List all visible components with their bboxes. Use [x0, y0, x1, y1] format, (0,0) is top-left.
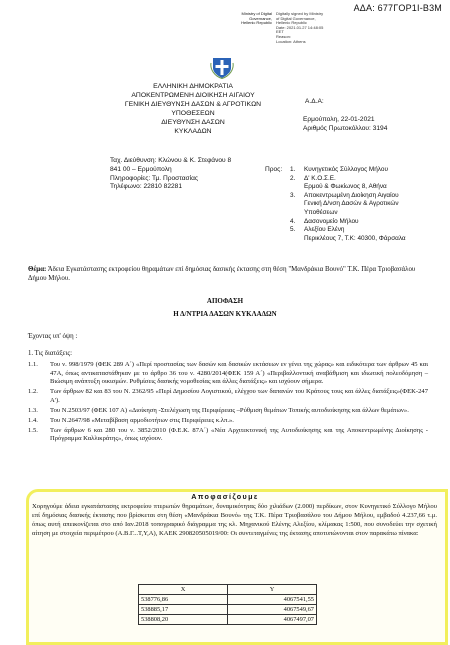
- ada-label: Α.Δ.Α:: [305, 98, 324, 105]
- header-line: ΕΛΛΗΝΙΚΗ ΔΗΜΟΚΡΑΤΙΑ: [153, 83, 233, 90]
- table-header-row: [139, 585, 317, 595]
- column-header-x: X: [139, 585, 228, 595]
- law-number: 1.4.: [28, 416, 38, 424]
- law-text: Των άρθρων 82 και 83 του Ν. 2362/95 «Περί Δημοσίου Λογιστικού, ελέγχου των δαπανών του Κράτους τους και άλλες διατάξεις»(ΦΕΚ-247 Α').: [50, 388, 428, 404]
- signature-details: [276, 12, 336, 44]
- signature-detail-line: Location: Athens: [276, 38, 306, 44]
- decide-title: Αποφασίζουμε: [191, 492, 259, 501]
- signature-detail-line: Reason:: [276, 33, 291, 39]
- signature-detail-line: of Digital Governance,: [276, 15, 316, 21]
- city-date: Ερμούπολη, 22-01-2021: [303, 116, 375, 123]
- table-row: [139, 595, 317, 605]
- recipient-number: 5.: [290, 226, 296, 234]
- recipient-line: Δ' Κ.Ο.Σ.Ε.: [304, 174, 336, 182]
- law-number: 1.3.: [28, 406, 38, 414]
- recipient-line: Περικλέους 7, Τ.Κ: 40300, Φάρσαλα: [304, 234, 406, 242]
- address-line: Πληροφορίες: Τμ. Προστασίας: [110, 174, 199, 182]
- column-header-y: Y: [228, 585, 317, 595]
- coord-x: 538808,20: [139, 615, 228, 625]
- authority-header: [88, 83, 298, 136]
- laws-list: [28, 361, 428, 445]
- coord-y: 4067497,07: [228, 615, 317, 625]
- address-line: Τηλέφωνο: 22810 82281: [110, 183, 183, 191]
- hellenic-emblem-icon: [210, 55, 234, 79]
- law-item: [28, 361, 428, 387]
- recipient-number: 3.: [290, 191, 296, 199]
- subject-text: Άδεια Εγκατάστασης εκτροφείου θηραμάτων επί δημόσιας δασικής έκτασης στη θέση "Μανδράκια Βουνό" Τ.Κ. Πέρα Τριοβασάλου Δήμου Μήλου.: [28, 266, 416, 283]
- decide-text: Χορηγούμε άδεια εγκατάστασης εκτροφείου πτερωτών θηραμάτων, δυναμικότητας δύο χιλιάδων (2.000) περδίκων, στον Κυνηγετικό Σύλλογο Μήλου επί δημόσιας δασικής έκτασης που βρίσκεται στη θέση «Μανδράκια Βουνό» της Τ.Κ. Πέρα Τριοβασάλου του Δήμου Μήλου, εμβαδού 4.237,66 τ.μ. όπως αυτή απεικονίζεται στο από Ιαν.2018 τοπογραφικό διάγραμμα της κλ. Μηχανικού Ελένης Αλεξίου, κλίμακας 1:500, που συνοδεύει την σχετική αίτηση με στοιχεία περιμέτρου (Α.Β.Γ...Τ,Υ,Α), ΚΑΕΚ 290820505019/00: Οι συντεταγμένες της έκτασης αποτυπώνονται στον παρακάτω πίνακα:: [32, 503, 437, 537]
- director-title: Η Δ/ΝΤΡΙΑ ΔΑΣΩΝ ΚΥΚΛΑΔΩΝ: [173, 310, 277, 318]
- recipients-label: Προς:: [265, 166, 283, 173]
- header-line: ΓΕΝΙΚΗ ΔΙΕΥΘΥΝΣΗ ΔΑΣΩΝ & ΑΓΡΟΤΙΚΩΝ: [124, 100, 262, 108]
- recipient-item: [290, 175, 445, 192]
- provisions-heading: 1. Τις διατάξεις:: [28, 350, 72, 357]
- law-text: Του ν. 998/1979 (ΦΕΚ 289 Α΄) «Περί προστασίας των δασών και δασικών εκτάσεων εν γένει της χώρας» και ειδικότερα των άρθρων 45 και 47Α, όπως αντικαταστάθηκαν με το άρθρο 36 του ν. 4280/2014(ΦΕΚ 159 Α΄) «Περιβαλλοντική αναβάθμιση και ιδιωτική πολεοδόμηση – Βιώσιμη ανάπτυξη οικισμών. Ρυθμίσεις δασικής νομοθεσίας και άλλες διατάξεις» και ισχύουν σήμερα.: [50, 361, 428, 386]
- signature-detail-line: Digitally signed by Ministry: [276, 11, 324, 16]
- signature-issuer-line: Hellenic Republic: [241, 20, 272, 26]
- subject-label: Θέμα:: [28, 266, 47, 273]
- recipient-number: 4.: [290, 217, 296, 225]
- recipient-item: [290, 166, 445, 175]
- recipient-item: [290, 218, 445, 227]
- recipient-line: Κυνηγετικός Σύλλογος Μήλου: [304, 166, 388, 173]
- law-item: [28, 388, 428, 405]
- law-number: 1.5.: [28, 426, 38, 434]
- signature-issuer-line: Governance,: [249, 15, 272, 21]
- recipient-line: Δασονομείο Μήλου: [304, 217, 359, 225]
- ada-code: ΑΔΑ: 677ΓΟΡ1Ι-Β3Μ: [353, 3, 442, 13]
- signature-detail-line: Date: 2021.01.27 14:48:05: [276, 24, 324, 30]
- document-meta: [303, 115, 387, 133]
- signature-issuer: [228, 12, 272, 26]
- law-text: Του Ν.2647/98 «Μεταβίβαση αρμοδιοτήτων στις Περιφέρειες κ.λπ.».: [50, 416, 234, 424]
- header-line: ΥΠΟΘΕΣΕΩΝ: [171, 109, 215, 117]
- recipient-number: 1.: [290, 166, 296, 173]
- recipient-item: [290, 192, 445, 218]
- header-line: ΚΥΚΛΑΔΩΝ: [174, 127, 212, 135]
- recipient-line: Γενική Δ/νση Δασών & Αγροτικών: [304, 200, 399, 208]
- address-line: Ταχ. Διεύθυνση: Κλώνου & Κ. Στεφάνου 8: [110, 157, 232, 164]
- coord-y: 4067541,55: [228, 595, 317, 605]
- decision-title: ΑΠΟΦΑΣΗ: [206, 297, 244, 305]
- protocol-number: Αριθμός Πρωτοκόλλου: 3194: [303, 125, 388, 132]
- address-block: [110, 157, 310, 192]
- recipients-list: [290, 166, 445, 243]
- table-row: [139, 605, 317, 615]
- law-number: 1.2.: [28, 388, 38, 396]
- recipient-line: Υποθέσεων: [304, 208, 338, 216]
- recipient-item: [290, 226, 445, 243]
- signature-detail-line: EET: [276, 29, 284, 35]
- recipient-line: Αποκεντρωμένη Διοίκηση Αιγαίου: [304, 191, 399, 199]
- law-text: Των άρθρων 6 και 280 του ν. 3852/2010 (Φ.Ε.Κ. 87Α΄) «Νέα Αρχιτεκτονική της Αυτοδιοίκησης και της Αποκεντρωμένης Διοίκησης - Πρόγραμμα Καλλικράτης», όπως ισχύουν.: [50, 426, 428, 443]
- signature-issuer-line: Ministry of Digital: [241, 11, 272, 16]
- header-line: ΔΙΕΥΘΥΝΣΗ ΔΑΣΩΝ: [161, 118, 225, 126]
- subject: [28, 265, 428, 283]
- recipient-number: 2.: [290, 174, 296, 182]
- law-item: [28, 407, 428, 416]
- signature-detail-line: Hellenic Republic: [276, 20, 307, 26]
- coord-x: 538776,86: [139, 595, 228, 605]
- law-number: 1.1.: [28, 361, 38, 368]
- considerations-intro: Έχοντας υπ' όψη :: [28, 333, 78, 340]
- law-item: [28, 417, 428, 426]
- law-text: Του Ν.2503/97 (ΦΕΚ 107 Α) «Διοίκηση -Στελέχωση της Περιφέρειας –Ρύθμιση θεμάτων Τοπικής αυτοδιοίκησης και άλλων θεμάτων».: [50, 406, 409, 414]
- coord-x: 538885,17: [139, 605, 228, 615]
- coordinates-table: [138, 584, 317, 625]
- address-line: 841 00 – Ερμούπολη: [110, 165, 172, 173]
- recipient-line: Ερμού & Φωκίωνος 8, Αθήνα: [304, 183, 387, 191]
- recipient-line: Αλεξίου Ελένη: [304, 226, 345, 234]
- header-line: ΑΠΟΚΕΝΤΡΩΜΕΝΗ ΔΙΟΙΚΗΣΗ ΑΙΓΑΙΟΥ: [131, 91, 255, 99]
- table-row: [139, 615, 317, 625]
- coord-y: 4067549,67: [228, 605, 317, 615]
- law-item: [28, 427, 428, 444]
